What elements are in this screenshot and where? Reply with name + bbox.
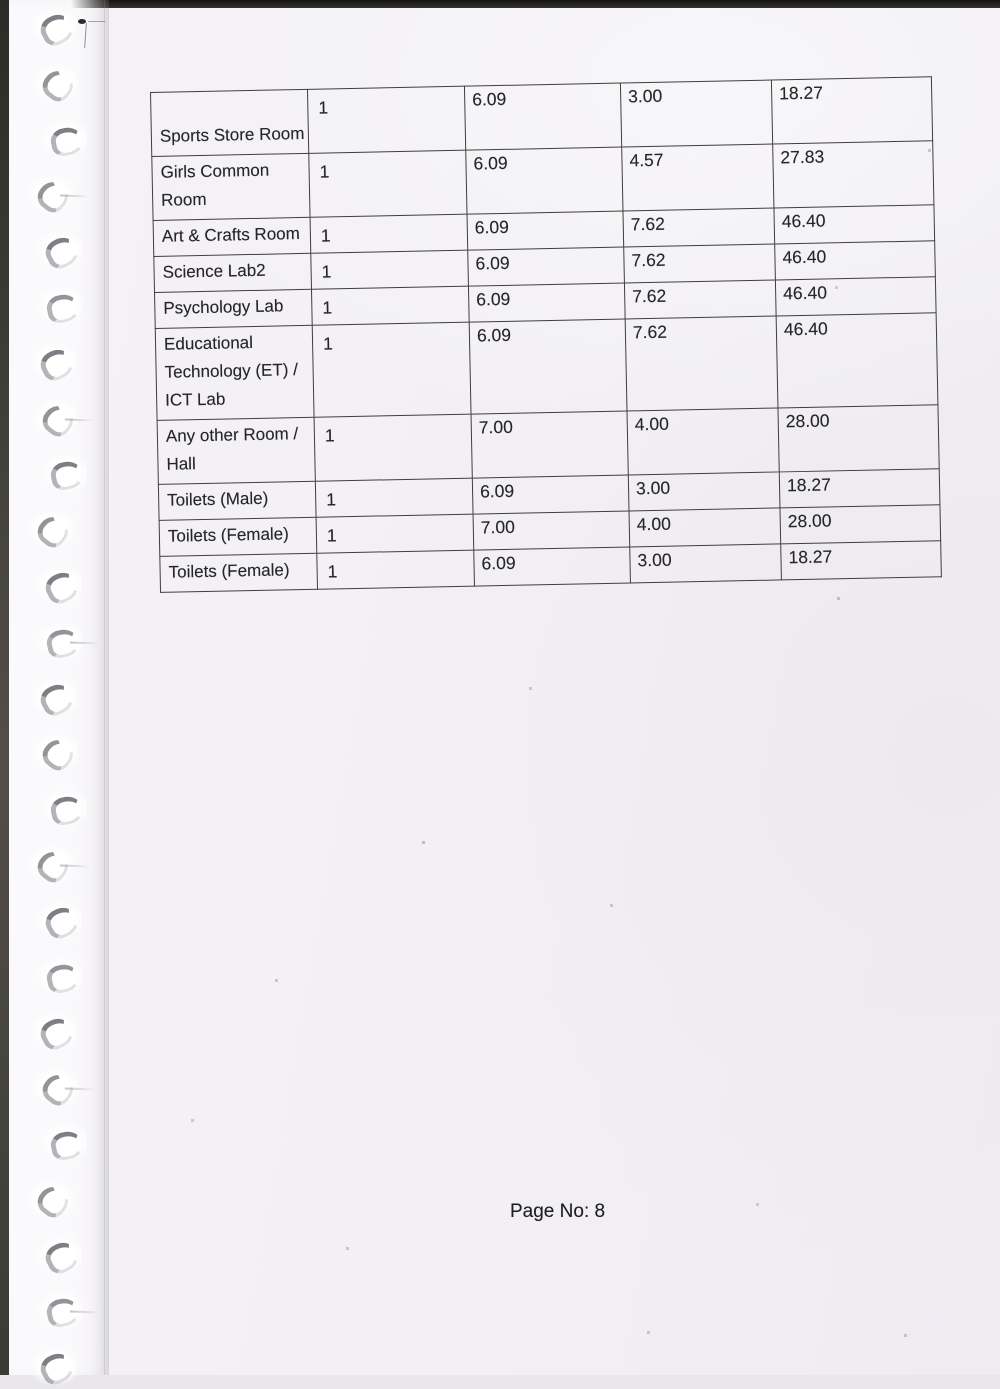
pen-mark-stroke-vertical [84,23,87,48]
room-area-cell: 27.83 [773,141,934,208]
room-breadth-cell: 7.62 [624,280,776,319]
room-breadth-cell: 7.62 [625,316,778,411]
spiral-hole [35,737,73,767]
room-breadth-cell: 4.00 [627,408,779,475]
room-count-cell: 1 [316,514,474,553]
room-name-cell: Toilets (Female) [160,553,318,592]
tear-mark [70,641,100,644]
room-count-cell: 1 [307,86,465,153]
spiral-hole [44,793,82,823]
spiral-hole [40,1295,78,1325]
room-name-cell: Educational Technology (ET) / ICT Lab [155,325,314,420]
room-length-cell: 6.09 [466,147,623,214]
spiral-hole [35,403,73,433]
spiral-hole [34,347,72,377]
room-area-cell: 18.27 [779,469,940,508]
spiral-hole [30,179,68,209]
room-breadth-cell: 4.00 [629,508,781,547]
room-area-cell: 18.27 [771,77,932,144]
spiral-hole [40,291,78,321]
scanner-edge-top [0,0,1000,8]
spiral-hole [39,1240,77,1270]
spiral-hole [44,458,82,488]
room-area-cell: 46.40 [774,205,935,244]
scanner-edge-left [0,0,9,1375]
spiral-hole [34,1016,72,1046]
room-area-cell: 18.27 [781,541,942,580]
room-breadth-cell: 7.62 [624,244,776,283]
room-count-cell: 1 [312,322,471,417]
room-area-cell: 46.40 [775,241,936,280]
spiral-hole [35,1072,73,1102]
paper-crease-line [104,0,105,1375]
room-breadth-cell: 3.00 [628,472,780,511]
room-breadth-cell: 3.00 [630,544,782,583]
spiral-hole [34,1351,72,1381]
spiral-hole [35,68,73,98]
room-length-cell: 6.09 [467,211,624,250]
room-count-cell: 1 [309,150,467,217]
room-length-cell: 7.00 [471,411,628,478]
spiral-hole [30,514,68,544]
room-length-cell: 6.09 [474,547,631,586]
rooms-table [150,76,942,593]
room-length-cell: 6.09 [468,247,625,286]
room-breadth-cell: 7.62 [623,208,775,247]
room-breadth-cell: 3.00 [620,80,772,147]
room-length-cell: 7.00 [473,511,630,550]
room-name-cell: Art & Crafts Room [153,217,311,256]
spiral-hole [30,849,68,879]
tear-mark [65,418,95,421]
room-length-cell: 6.09 [468,283,625,322]
room-name-cell: Psychology Lab [155,289,313,328]
room-length-cell: 6.09 [464,83,621,150]
scan-speckles [0,0,1,1]
spiral-hole [44,1128,82,1158]
spiral-hole [39,905,77,935]
spiral-hole [30,1184,68,1214]
table-row [155,313,938,421]
pen-mark [76,16,110,52]
page-number: Page No: 8 [510,1201,606,1222]
room-count-cell: 1 [315,478,473,517]
room-length-cell: 6.09 [469,319,627,414]
spiral-hole [39,235,77,265]
spiral-hole [34,682,72,712]
room-area-cell: 46.40 [776,313,938,408]
room-name-cell: Any other Room / Hall [157,417,315,484]
spiral-hole [34,12,72,42]
room-count-cell: 1 [311,286,469,325]
room-name-cell: Girls Common Room [152,153,310,220]
room-count-cell: 1 [311,250,469,289]
room-breadth-cell: 4.57 [622,144,774,211]
spiral-hole [40,961,78,991]
room-name-cell: Toilets (Male) [158,481,316,520]
spiral-hole [44,124,82,154]
room-name-cell: Science Lab2 [154,253,312,292]
room-area-cell: 46.40 [775,277,936,316]
room-area-cell: 28.00 [778,405,939,472]
room-count-cell: 1 [310,214,468,253]
room-area-cell: 28.00 [780,505,941,544]
rooms-table-body [151,77,942,593]
room-name-cell: Sports Store Room [151,89,309,156]
room-count-cell: 1 [314,414,472,481]
room-name-cell: Toilets (Female) [159,517,317,556]
spiral-hole [40,626,78,656]
room-count-cell: 1 [317,550,475,589]
room-length-cell: 6.09 [472,475,629,514]
pen-mark-stroke-horizontal [88,21,105,22]
spiral-hole [39,570,77,600]
